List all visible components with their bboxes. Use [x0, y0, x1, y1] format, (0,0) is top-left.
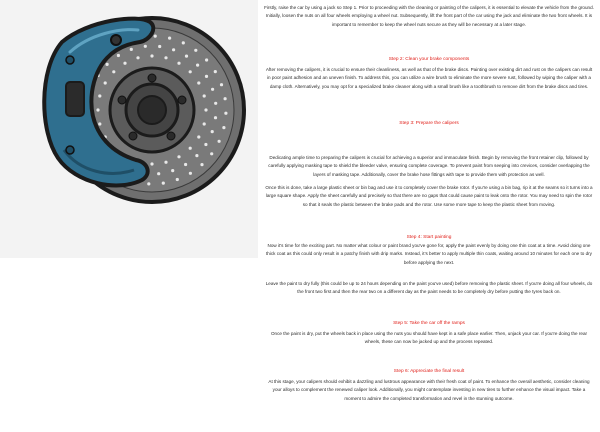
drill-hole: [184, 163, 187, 166]
drill-hole: [220, 83, 223, 86]
step-2-body: After removing the calipers, it is crucial to ensure their cleanliness, as well as that of the brake discs. Painting over existing dirt and rust on the calipers can result in poor paint adhesion and an uneven finish. To address this, you can utilize a wire brush to eliminate the more severe rust, followed by wiping the caliper with a damp cloth. Alternatively, you may opt for a specialized brake cleaner along with a small brush like a toothbrush to remove dirt from the brake discs and tires.: [265, 67, 593, 89]
drill-hole: [214, 102, 217, 105]
illustration-panel: [0, 0, 258, 258]
drill-hole: [214, 70, 217, 73]
drill-hole: [106, 63, 109, 66]
drill-hole: [224, 112, 227, 115]
brake-caliper-icon: [0, 0, 258, 258]
drill-hole: [182, 41, 185, 44]
drill-hole: [162, 182, 165, 185]
drill-hole: [189, 70, 192, 73]
bleeder-valve: [111, 35, 121, 45]
drill-hole: [177, 62, 180, 65]
drill-hole: [204, 108, 207, 111]
drill-hole: [168, 37, 171, 40]
drill-hole: [211, 130, 214, 133]
step-5-body: Once the paint is dry, put the wheels back in place using the nuts you should have kept in a safe place earlier. Then, unjack your car. If you're doing the rear wheels, these can now be jacked up and the process repeated.: [270, 331, 588, 345]
drill-hole: [171, 169, 174, 172]
drill-hole: [176, 178, 179, 181]
drill-hole: [164, 56, 167, 59]
caliper-bolt-top: [66, 56, 74, 64]
step-4-title: Step 4: Start painting: [406, 235, 452, 240]
drill-hole: [200, 163, 203, 166]
drill-hole: [157, 172, 160, 175]
drill-hole: [214, 116, 217, 119]
drill-hole: [144, 45, 147, 48]
drill-hole: [210, 152, 213, 155]
drill-hole: [218, 140, 221, 143]
article: [258, 0, 600, 432]
drill-hole: [98, 94, 101, 97]
drill-hole: [195, 154, 198, 157]
step-3-title: Step 3: Prepare the calipers: [399, 121, 459, 126]
step-6-body: At this stage, your calipers should exhibit a dazzling and lustrous appearance with their fresh coat of paint. To enhance the overall aesthetic, consider cleaning your alloys to complement the renewed caliper look. Additionally, you might contemplate investing in new tires to further enhance the visual impact. Take a moment to admire the completed transformation and revel in the stunning outcome.: [268, 379, 590, 401]
drill-hole: [204, 143, 207, 146]
drill-hole: [130, 48, 133, 51]
drill-hole: [224, 97, 227, 100]
drill-hole: [96, 108, 99, 111]
drill-hole: [104, 81, 107, 84]
drill-hole: [158, 45, 161, 48]
step-3-body-2: Once this is done, take a large plastic sheet or bin bag and use it to completely cover the brake rotor. If you're using a bin bag, rip it at the seams so it turns into a large square shape. Apply the sheet carefully and precisely so that there are no gaps that could cause paint to leak onto the rotor. You may need to spin the rotor so that it seals the plastic between the brake pads and the rotor. Use some more tape to keep the plastic sheet from moving.: [265, 185, 593, 207]
drill-hole: [150, 54, 153, 57]
drill-hole: [172, 48, 175, 51]
drill-hole: [196, 64, 199, 67]
intro-paragraph: Firstly, raise the car by using a jack so Step 1. Prior to proceeding with the cleaning or painting of the calipers, it is essential to elevate the vehicle from the ground. Initially, loosen the nuts on all four wheels employing a wheel nut. Subsequently, lift the front part of the car using the jack and eliminate the two front wheels. It is important to remember to keep the wheel nuts secure as they will be necessary at a later stage.: [264, 5, 594, 27]
step-3-body: Dedicating ample time to preparing the calipers is crucial for achieving a superior and immaculate finish. Begin by removing the front retainer clip, followed by carefully applying masking tape to shield the bleeder valve, ensuring complete coverage. To prevent paint from seeping into crevices, consider overlapping the layers of masking tape. Additionally, cover the brake hose fittings with tape to provide them with protection as well.: [268, 155, 590, 177]
drill-hole: [197, 81, 200, 84]
step-5-title: Step 5: Take the car off the ramps: [393, 321, 465, 326]
step-4-body-2: Leave the paint to dry fully (this could be up to 24 hours depending on the paint you've used) before removing the plastic sheet. If you're doing all four wheels, do the front two first and then the rear two on a different day as the paint needs to be completely dry before putting the tyres back on.: [265, 281, 593, 295]
drill-hole: [203, 122, 206, 125]
drill-hole: [147, 182, 150, 185]
drill-hole: [98, 122, 101, 125]
drill-hole: [197, 135, 200, 138]
drill-hole: [189, 172, 192, 175]
step-4-body: Now it's time for the exciting part. No matter what colour or paint brand you've gone for, apply the paint evenly by doing one thin coat at a time. Avoid doing one thick coat as this could only result in a patchy finish with drip marks. Instead, it's better to apply multiple thin coats, waiting around 10 minutes for each one to dry before applying the next.: [266, 243, 592, 265]
drill-hole: [222, 126, 225, 129]
drill-hole: [154, 35, 157, 38]
drill-hole: [164, 161, 167, 164]
hub-bore: [138, 96, 166, 124]
drill-hole: [177, 155, 180, 158]
drill-hole: [211, 88, 214, 91]
drill-hole: [117, 54, 120, 57]
drill-hole: [185, 55, 188, 58]
caliper-bolt-bottom: [66, 146, 74, 154]
step-6-title: Step 6: Appreciate the final result: [393, 369, 465, 374]
caliper-slot: [66, 82, 84, 116]
drill-hole: [205, 75, 208, 78]
drill-hole: [150, 162, 153, 165]
drill-hole: [136, 56, 139, 59]
step-2-title: Step 2: Clean your brake components: [388, 57, 470, 62]
drill-hole: [194, 49, 197, 52]
drill-hole: [189, 147, 192, 150]
drill-hole: [112, 70, 115, 73]
drill-hole: [123, 62, 126, 65]
drill-hole: [205, 58, 208, 61]
drill-hole: [203, 94, 206, 97]
